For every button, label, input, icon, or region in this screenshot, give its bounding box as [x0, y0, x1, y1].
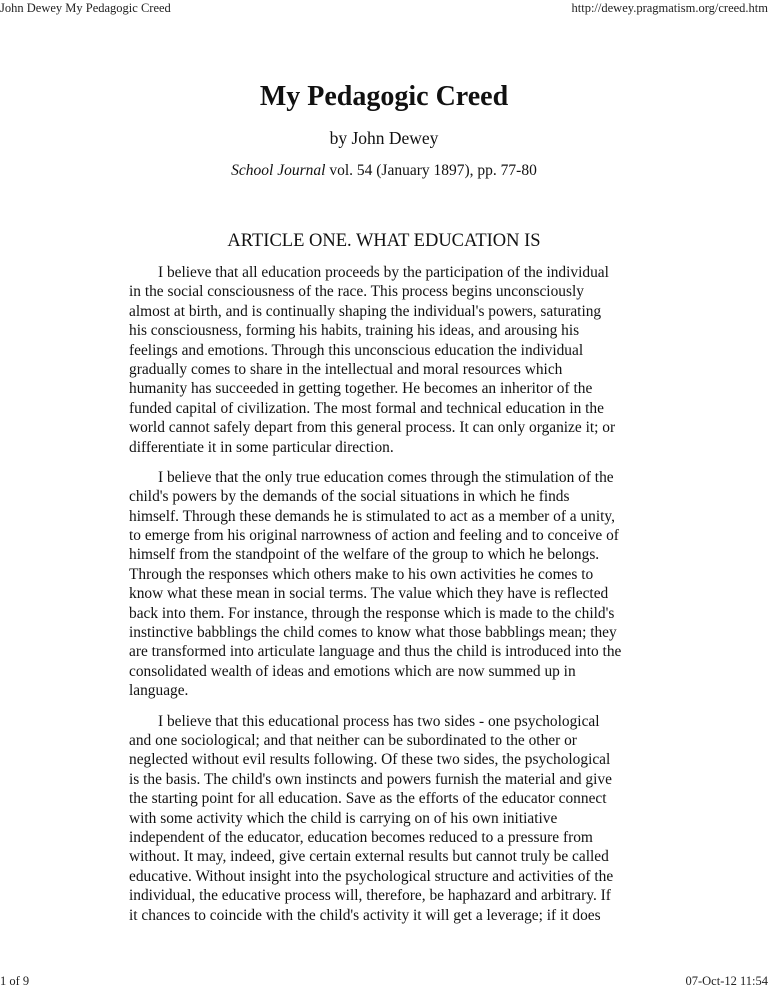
paragraph-line: language.: [129, 682, 189, 700]
citation-journal: School Journal: [231, 162, 326, 179]
paragraph-line: Through the responses which others make to his own activities he comes to: [129, 565, 594, 583]
paragraph-line: and one sociological; and that neither can be subordinated to the other or: [129, 731, 577, 749]
paragraph-line: consolidated wealth of ideas and emotions which are now summed up in: [129, 662, 576, 680]
paragraph-line: humanity has succeeded in getting together. He becomes an inheritor of the: [129, 380, 593, 398]
article-body: [129, 263, 649, 936]
paragraph-line: gradually comes to share in the intellectual and moral resources which: [129, 360, 563, 378]
paragraph-line: himself. Through these demands he is stimulated to act as a member of a unity,: [129, 507, 615, 525]
paragraph-line: differentiate it in some particular direction.: [129, 438, 394, 456]
print-header-title: John Dewey My Pedagogic Creed: [0, 1, 171, 15]
article-heading: ARTICLE ONE. WHAT EDUCATION IS: [227, 231, 541, 251]
paragraph-line: individual, the educative process will, therefore, be haphazard and arbitrary. If: [129, 887, 611, 905]
paragraph-line: child's powers by the demands of the social situations in which he finds: [129, 488, 570, 506]
paragraph-line: independent of the educator, education becomes reduced to a pressure from: [129, 828, 593, 846]
paragraph: [129, 468, 649, 701]
paragraph-line: his consciousness, forming his habits, training his ideas, and arousing his: [129, 322, 580, 340]
paragraph-line: feelings and emotions. Through this unconscious education the individual: [129, 341, 584, 359]
paragraph-line: I believe that the only true education comes through the stimulation of the: [158, 468, 614, 486]
print-footer-timestamp: 07-Oct-12 11:54: [685, 974, 768, 988]
paragraph-line: with some activity which the child is carrying on of his own initiative: [129, 809, 558, 827]
author-byline: by John Dewey: [329, 128, 439, 148]
paragraph-line: it chances to coincide with the child's activity it will get a leverage; if it does: [129, 906, 601, 924]
paragraph-line: I believe that all education proceeds by the participation of the individual: [158, 264, 609, 281]
paragraph-line: without. It may, indeed, give certain external results but cannot truly be called: [129, 848, 609, 866]
paragraph-line: funded capital of civilization. The most formal and technical education in the: [129, 399, 604, 417]
paragraph-line: educative. Without insight into the psychological structure and activities of the: [129, 867, 614, 885]
paragraph-line: in the social consciousness of the race. This process begins unconsciously: [129, 283, 584, 301]
paragraph: [129, 263, 649, 457]
print-header-url: http://dewey.pragmatism.org/creed.htm: [571, 1, 768, 15]
paragraph-line: almost at birth, and is continually shaping the individual's powers, saturating: [129, 302, 602, 320]
paragraph-line: is the basis. The child's own instincts and powers furnish the material and give: [129, 770, 612, 788]
paragraph-line: instinctive babblings the child comes to know what those babblings mean; they: [129, 624, 617, 642]
page-title: My Pedagogic Creed: [259, 81, 509, 112]
paragraph-line: to emerge from his original narrowness of action and feeling and to conceive of: [129, 527, 619, 545]
paragraph: [129, 712, 649, 925]
paragraph-line: neglected without evil results following. Of these two sides, the psychological: [129, 751, 611, 769]
citation-details: vol. 54 (January 1897), pp. 77-80: [325, 162, 537, 179]
print-footer-page-count: 1 of 9: [0, 974, 30, 988]
paragraph-line: world cannot safely depart from this general process. It can only organize it; or: [129, 419, 616, 437]
paragraph-line: know what these mean in social terms. The value which they have is reflected: [129, 585, 609, 603]
paragraph-line: are transformed into articulate language and thus the child is introduced into the: [129, 643, 622, 661]
citation: [0, 161, 768, 181]
paragraph-line: the starting point for all education. Save as the efforts of the educator connect: [129, 790, 607, 808]
paragraph-line: back into them. For instance, through the response which is made to the child's: [129, 604, 615, 622]
paragraph-line: I believe that this educational process has two sides - one psychological: [158, 712, 600, 730]
paragraph-line: himself from the standpoint of the welfare of the group to which he belongs.: [129, 546, 600, 564]
